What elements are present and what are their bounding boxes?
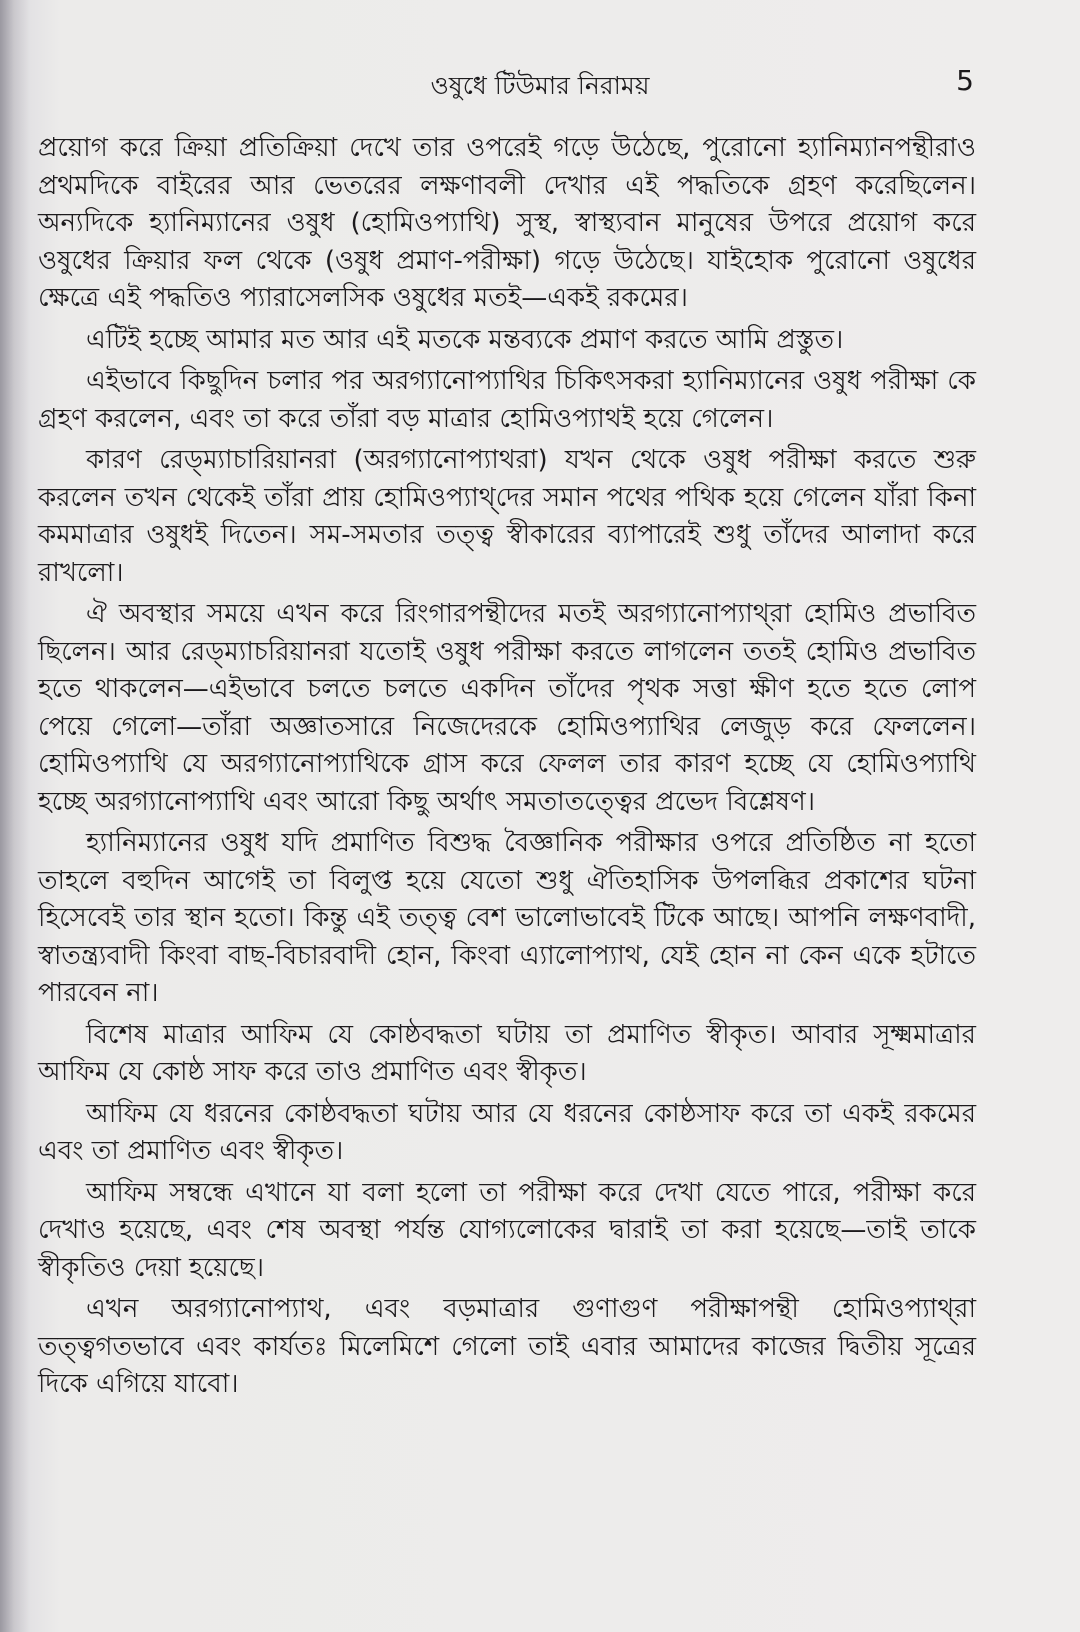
paragraph-2: এটিই হচ্ছে আমার মত আর এই মতকে মন্তব্যকে প্রমাণ করতে আমি প্রস্তুত। bbox=[86, 324, 844, 355]
paragraph-1: প্রয়োগ করে ক্রিয়া প্রতিক্রিয়া দেখে তার ওপরেই গড়ে উঠেছে, পুরোনো হ্যানিম্যানপন্থীরাও প্রথমদিকে বাইরের আর ভেতরের লক্ষণাবলী দেখার এই পদ্ধতিকে গ্রহণ করেছিলেন। অন্যদিকে হ্যানিম্যানের ওষুধ (হোমিওপ্যাথি) সুস্থ, স্বাস্থ্যবান মানুষের উপরে প্রয়োগ করে ওষুধের ক্রিয়ার ফল থেকে (ওষুধ প্রমাণ-পরীক্ষা) গড়ে উঠেছে। যাইহোক পুরোনো ওষুধের ক্ষেত্রে এই পদ্ধতিও প্যারাসেলসিক ওষুধের মতই—একই রকমের। bbox=[38, 133, 976, 313]
paragraph-8: আফিম যে ধরনের কোষ্ঠবদ্ধতা ঘটায় আর যে ধরনের কোষ্ঠসাফ করে তা একই রকমের এবং তা প্রমাণিত এবং স্বীকৃত। bbox=[38, 1098, 976, 1166]
paragraph-7: বিশেষ মাত্রার আফিম যে কোষ্ঠবদ্ধতা ঘটায় তা প্রমাণিত স্বীকৃত। আবার সূক্ষ্মমাত্রার আফিম যে কোষ্ঠ সাফ করে তাও প্রমাণিত এবং স্বীকৃত। bbox=[38, 1019, 976, 1087]
page-number: 5 bbox=[956, 64, 974, 97]
paragraph-6: হ্যানিম্যানের ওষুধ যদি প্রমাণিত বিশুদ্ধ বৈজ্ঞানিক পরীক্ষার ওপরে প্রতিষ্ঠিত না হতো তাহলে বহুদিন আগেই তা বিলুপ্ত হয়ে যেতো শুধু ঐতিহাসিক উপলব্ধির প্রকাশের ঘটনা হিসেবেই তার স্থান হতো। কিন্তু এই তত্ত্ব বেশ ভালোভাবেই টিকে আছে। আপনি লক্ষণবাদী, স্বাতন্ত্র্যবাদী কিংবা বাছ-বিচারবাদী হোন, কিংবা এ্যালোপ্যাথ, যেই হোন না কেন একে হটাতে পারবেন না। bbox=[38, 828, 976, 1008]
paragraph-9: আফিম সম্বন্ধে এখানে যা বলা হলো তা পরীক্ষা করে দেখা যেতে পারে, পরীক্ষা করে দেখাও হয়েছে, এবং শেষ অবস্থা পর্যন্ত যোগ্যলোকের দ্বারাই তা করা হয়েছে—তাই তাকে স্বীকৃতিও দেয়া হয়েছে। bbox=[38, 1177, 976, 1283]
running-title: ওষুধে টিউমার নিরাময় bbox=[430, 71, 650, 100]
paragraph-5: ঐ অবস্থার সময়ে এখন করে রিংগারপন্থীদের মতই অরগ্যানোপ্যাথ্‌রা হোমিও প্রভাবিত ছিলেন। আর রেড্‌ম্যাচরিয়ানরা যতোই ওষুধ পরীক্ষা করতে লাগলেন ততই হোমিও প্রভাবিত হতে থাকলেন—এইভাবে চলতে চলতে একদিন তাঁদের পৃথক সত্তা ক্ষীণ হতে হতে লোপ পেয়ে গেলো—তাঁরা অজ্ঞাতসারে নিজেদেরকে হোমিওপ্যাথির লেজুড় করে ফেললেন। হোমিওপ্যাথি যে অরগ্যানোপ্যাথিকে গ্রাস করে ফেলল তার কারণ হচ্ছে যে হোমিওপ্যাথি হচ্ছে অরগ্যানোপ্যাথি এবং আরো কিছু অর্থাৎ সমতাতত্ত্বের প্রভেদ বিশ্লেষণ। bbox=[38, 599, 976, 817]
paragraph-10: এখন অরগ্যানোপ্যাথ, এবং বড়মাত্রার গুণাগুণ পরীক্ষাপন্থী হোমিওপ্যাথ্‌রা তত্ত্বগতভাবে এবং কার্যতঃ মিলেমিশে গেলো তাই এবার আমাদের কাজের দ্বিতীয় সূত্রের দিকে এগিয়ে যাবো। bbox=[38, 1294, 976, 1399]
body-text bbox=[38, 130, 976, 1408]
paragraph-3: এইভাবে কিছুদিন চলার পর অরগ্যানোপ্যাথির চিকিৎসকরা হ্যানিম্যানের ওষুধ পরীক্ষা কে গ্রহণ করলেন, এবং তা করে তাঁরা বড় মাত্রার হোমিওপ্যাথই হয়ে গেলেন। bbox=[38, 366, 976, 434]
paragraph-4: কারণ রেড্‌ম্যাচারিয়ানরা (অরগ্যানোপ্যাথরা) যখন থেকে ওষুধ পরীক্ষা করতে শুরু করলেন তখন থেকেই তাঁরা প্রায় হোমিওপ্যাথ্‌দের সমান পথের পথিক হয়ে গেলেন যাঁরা কিনা কমমাত্রার ওষুধই দিতেন। সম-সমতার তত্ত্ব স্বীকারের ব্যাপারেই শুধু তাঁদের আলাদা করে রাখলো। bbox=[38, 445, 976, 588]
page-header bbox=[0, 62, 1080, 102]
